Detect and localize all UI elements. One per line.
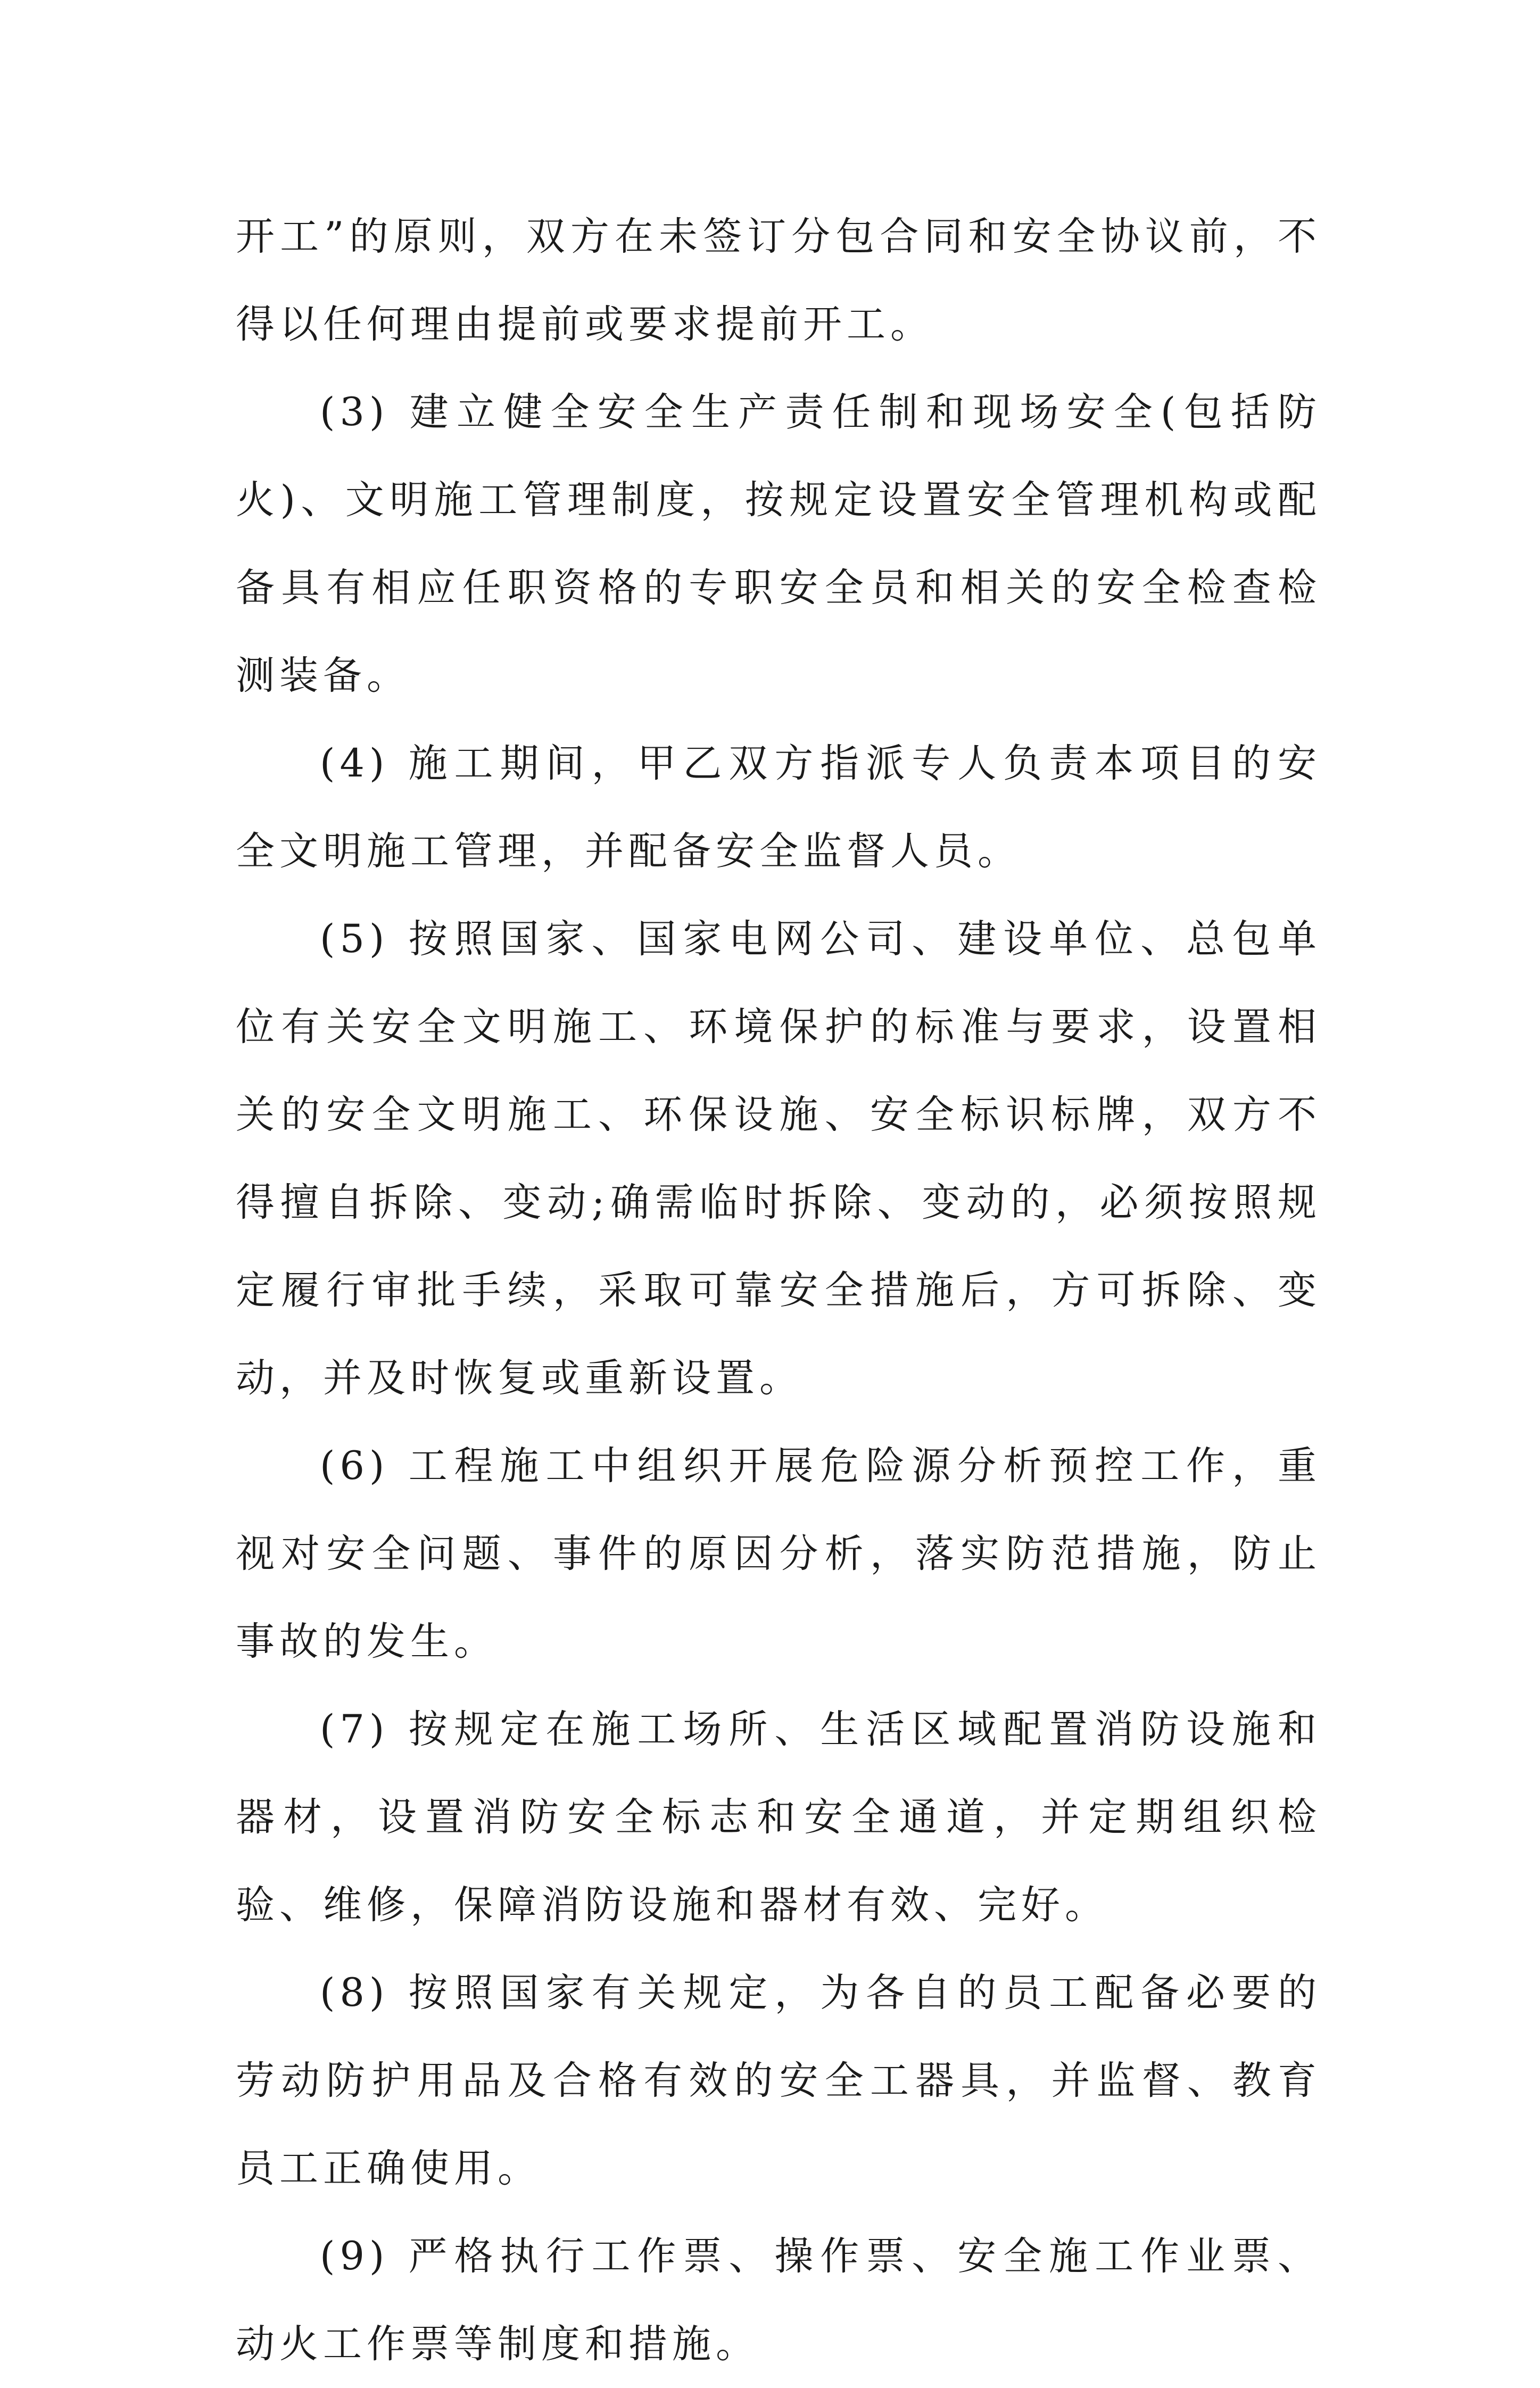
paragraph-item-5: (5) 按照国家、国家电网公司、建设单位、总包单位有关安全文明施工、环境保护的标准与要求，设置相关的安全文明施工、环保设施、安全标识标牌，双方不得擅自拆除、变动;确需临时拆除、变动的，必须按照规定履行审批手续，采取可靠安全措施后，方可拆除、变动，并及时恢复或重新设置。 xyxy=(236,916,1321,1401)
paragraph-item-6: (6) 工程施工中组织开展危险源分析预控工作，重视对安全问题、事件的原因分析，落实防范措施，防止事故的发生。 xyxy=(236,1443,1321,1664)
paragraph-continuation: 开工”的原则，双方在未签订分包合同和安全协议前，不得以任何理由提前或要求提前开工。 xyxy=(236,214,1321,347)
paragraph-item-8: (8) 按照国家有关规定，为各自的员工配备必要的劳动防护用品及合格有效的安全工器具，并监督、教育员工正确使用。 xyxy=(236,1970,1321,2191)
paragraph-item-7: (7) 按规定在施工场所、生活区域配置消防设施和器材，设置消防安全标志和安全通道，并定期组织检验、维修，保障消防设施和器材有效、完好。 xyxy=(236,1707,1321,1928)
paragraph-item-3: (3) 建立健全安全生产责任制和现场安全(包括防火)、文明施工管理制度，按规定设置安全管理机构或配备具有相应任职资格的专职安全员和相关的安全检查检测装备。 xyxy=(236,390,1321,698)
paragraph-item-9: (9) 严格执行工作票、操作票、安全施工作业票、动火工作票等制度和措施。 xyxy=(236,2234,1321,2367)
document-body xyxy=(236,193,1321,2388)
paragraph-item-4: (4) 施工期间，甲乙双方指派专人负责本项目的安全文明施工管理，并配备安全监督人员。 xyxy=(236,741,1321,874)
